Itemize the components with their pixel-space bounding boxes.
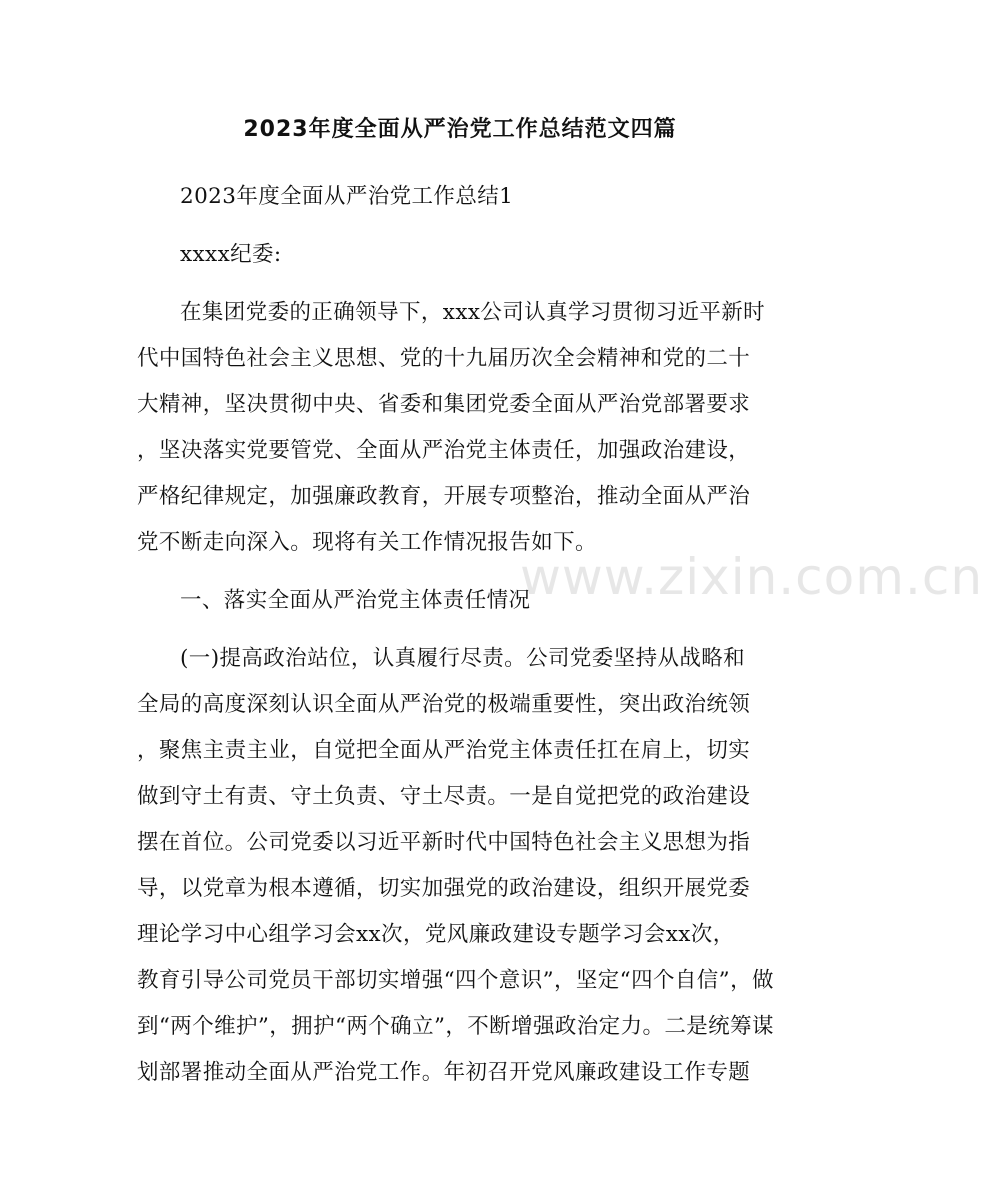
paragraph-line: (一)提高政治站位，认真履行尽责。公司党委坚持从战略和 xyxy=(180,646,746,671)
paragraph-line: 导，以党章为根本遵循，切实加强党的政治建设，组织开展党委 xyxy=(137,876,751,901)
watermark: www.zixin.com.cn xyxy=(520,548,983,606)
paragraph-line: 到“两个维护”，拥护“两个确立”，不断增强政治定力。二是统筹谋 xyxy=(137,1014,774,1039)
paragraph-line: 代中国特色社会主义思想、党的十九届历次全会精神和党的二十 xyxy=(137,346,751,371)
paragraph-line: 划部署推动全面从严治党工作。年初召开党风廉政建设工作专题 xyxy=(137,1060,751,1085)
paragraph-line: 在集团党委的正确领导下，xxx公司认真学习贯彻习近平新时 xyxy=(180,300,766,325)
paragraph-line: ，聚焦主责主业，自觉把全面从严治党主体责任扛在肩上，切实 xyxy=(137,738,751,763)
paragraph-line: 教育引导公司党员干部切实增强“四个意识”，坚定“四个自信”，做 xyxy=(137,968,774,993)
paragraph-line: 严格纪律规定，加强廉政教育，开展专项整治，推动全面从严治 xyxy=(137,484,751,509)
section-heading: 一、落实全面从严治党主体责任情况 xyxy=(180,588,531,613)
paragraph-line: 大精神，坚决贯彻中央、省委和集团党委全面从严治党部署要求 xyxy=(137,392,751,417)
section-subtitle: 2023年度全面从严治党工作总结1 xyxy=(180,184,514,209)
paragraph-line: ，坚决落实党要管党、全面从严治党主体责任，加强政治建设， xyxy=(137,438,751,463)
paragraph-line: 党不断走向深入。现将有关工作情况报告如下。 xyxy=(137,530,597,555)
salutation: xxxx纪委: xyxy=(180,242,282,267)
paragraph-line: 做到守土有责、守土负责、守土尽责。一是自觉把党的政治建设 xyxy=(137,784,751,809)
document-title: 2023年度全面从严治党工作总结范文四篇 xyxy=(243,117,677,142)
paragraph-line: 理论学习中心组学习会xx次，党风廉政建设专题学习会xx次， xyxy=(137,922,735,947)
paragraph-line: 摆在首位。公司党委以习近平新时代中国特色社会主义思想为指 xyxy=(137,830,751,855)
paragraph-line: 全局的高度深刻认识全面从严治党的极端重要性，突出政治统领 xyxy=(137,692,751,717)
